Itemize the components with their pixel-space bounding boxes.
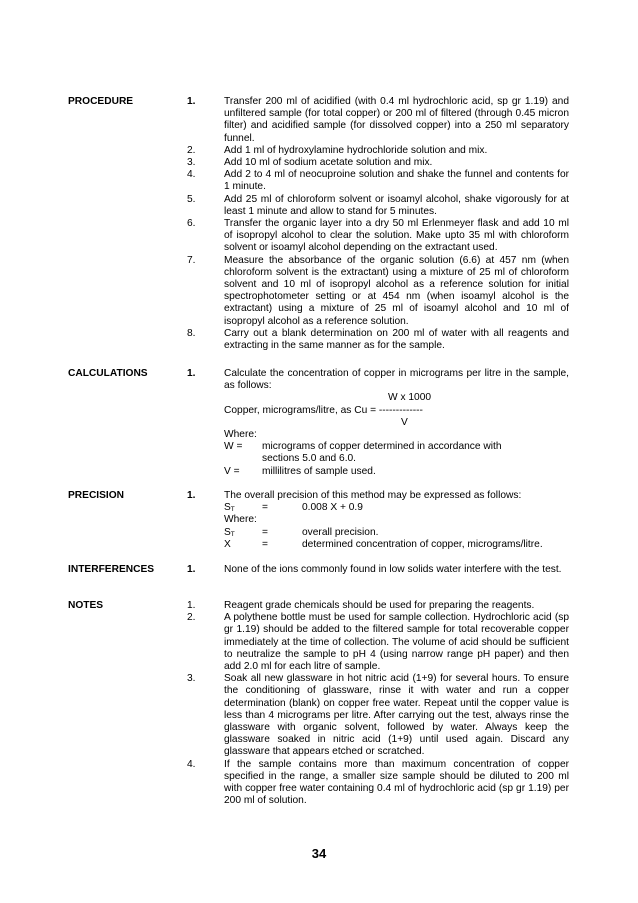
procedure-step (0, 218, 638, 255)
note-item (0, 612, 638, 673)
page-number: 34 (311, 846, 327, 861)
definition-text: determined concentration of copper, micrograms/litre. (302, 538, 543, 550)
procedure-section (0, 96, 638, 352)
note-item (0, 759, 638, 808)
equation-equals: = (262, 502, 268, 514)
note-number: 2. (187, 612, 196, 624)
note-text: Soak all new glassware in hot nitric acid (1+9) for several hours. To ensure the conditioning of glassware, rinse it with water and run a copper determination (blank) on copper free water. Repeat until the copper value is less than 4 micrograms per litre. After carrying out the test, always rinse the glassware with organic solvent, followed by water. Always keep the glassware soaked in nitric acid (1+9) until used again. Discard any glassware that appears etched or scratched. (224, 673, 569, 758)
item-number: 1. (187, 368, 196, 379)
step-number: 6. (187, 218, 196, 230)
interferences-text: None of the ions commonly found in low solids water interfere with the test. (224, 564, 562, 575)
step-text: Add 10 ml of sodium acetate solution and mix. (224, 157, 433, 169)
definition-text: micrograms of copper determined in accordance with sections 5.0 and 6.0. (262, 441, 502, 465)
note-item (0, 673, 638, 758)
note-text: If the sample contains more than maximum concentration of copper specified in the range, a smaller size sample should be diluted to 200 ml with copper free water containing 0.4 ml of hydrochloric acid (sp gr 1.19) per 200 ml of solution. (224, 758, 569, 807)
step-number: 5. (187, 193, 196, 205)
definition-symbol: X (224, 538, 231, 550)
notes-section (0, 600, 638, 807)
step-text: Transfer 200 ml of acidified (with 0.4 ml hydrochloric acid, sp gr 1.19) and unfiltered sample (for total copper) or 200 ml of filtered (through 0.45 micron filter) and acidified sample (for dissolved copper) into a 250 ml separatory funnel. (224, 96, 569, 144)
interferences-section (0, 564, 638, 576)
step-number: 4. (187, 169, 196, 181)
step-number: 8. (187, 327, 196, 339)
procedure-step (0, 145, 638, 157)
precision-section (0, 490, 638, 551)
calculations-heading: CALCULATIONS (68, 368, 148, 379)
definition-symbol: V = (224, 465, 240, 477)
equation-symbol: $S_T$ (224, 502, 235, 514)
procedure-step (0, 96, 638, 145)
where-label: Where: (224, 514, 257, 526)
definition-equals: = (262, 538, 268, 550)
definition-text: overall precision. (302, 526, 379, 538)
item-number: 1. (187, 490, 196, 501)
procedure-step (0, 255, 638, 328)
definition-st (224, 527, 638, 539)
step-text: Transfer the organic layer into a dry 50 ml Erlenmeyer flask and add 10 ml of isopropyl alcohol to clear the solution. Make upto 35 ml with chloroform solvent or isoamyl alcohol depending on the extractant used. (224, 218, 569, 254)
precision-heading: PRECISION (68, 490, 125, 501)
step-text: Carry out a blank determination on 200 ml of water with all reagents and extracting in the same manner as for the sample. (224, 327, 569, 352)
precision-equation (224, 502, 638, 514)
note-number: 3. (187, 673, 196, 685)
interferences-item (0, 564, 638, 576)
note-text: A polythene bottle must be used for sample collection. Hydrochloric acid (sp gr 1.19) should be added to the filtered sample for total recoverable copper immediately at the time of collection. The volume of acid should be sufficient to neutralize the sample to pH 4 (using narrow range pH paper) and then add 2.0 ml for each litre of sample. (224, 612, 569, 673)
interferences-heading: INTERFERENCES (68, 564, 155, 575)
procedure-heading: PROCEDURE (68, 96, 134, 107)
definition-x (224, 539, 638, 551)
step-text: Add 2 to 4 ml of neocuproine solution and shake the funnel and contents for 1 minute. (224, 169, 569, 193)
calculation-intro: Calculate the concentration of copper in micrograms per litre in the sample, as follows: (224, 368, 569, 392)
procedure-step (0, 328, 638, 352)
procedure-step (0, 169, 638, 193)
procedure-step (0, 157, 638, 169)
note-item (0, 600, 638, 612)
step-text: Add 25 ml of chloroform solvent or isoamyl alcohol, shake vigorously for at least 1 minute and allow to stand for 5 minutes. (224, 193, 569, 217)
definition-symbol: $S_T$ (224, 526, 235, 538)
definition-text: millilitres of sample used. (262, 465, 376, 477)
item-number: 1. (187, 564, 196, 575)
formula-denominator: V (401, 416, 408, 428)
definition-equals: = (262, 526, 268, 538)
step-text: Measure the absorbance of the organic solution (6.6) at 457 nm (when chloroform solvent is the extractant) using a mixture of 25 ml of chloroform solvent and 10 ml of isopropyl alcohol as a reference solution for initial spectrophotometer setting or at 454 nm (when isoamyl alcohol is the extractant) using a mixture of 25 ml of isoamyl alcohol and 10 ml of isopropyl alcohol as a reference solution. (224, 254, 569, 327)
step-number: 2. (187, 144, 196, 156)
where-label: Where: (224, 429, 257, 441)
note-text: Reagent grade chemicals should be used for preparing the reagents. (224, 600, 535, 611)
formula-line: Copper, micrograms/litre, as Cu = ------------- (224, 404, 423, 416)
calculation-item (0, 368, 638, 478)
precision-item (0, 490, 638, 551)
step-number: 3. (187, 157, 196, 169)
definition-w (224, 441, 638, 465)
equation-expression: 0.008 X + 0.9 (302, 502, 363, 514)
definition-symbol: W = (224, 441, 243, 453)
note-number: 1. (187, 600, 196, 611)
procedure-step (0, 194, 638, 218)
precision-intro: The overall precision of this method may be expressed as follows: (224, 490, 522, 501)
notes-heading: NOTES (68, 600, 104, 611)
note-number: 4. (187, 758, 196, 770)
step-number: 7. (187, 254, 196, 266)
step-number: 1. (187, 96, 196, 107)
calculations-section (0, 368, 638, 478)
step-text: Add 1 ml of hydroxylamine hydrochloride solution and mix. (224, 144, 488, 156)
definition-v (224, 466, 638, 478)
formula-numerator: W x 1000 (388, 392, 432, 404)
